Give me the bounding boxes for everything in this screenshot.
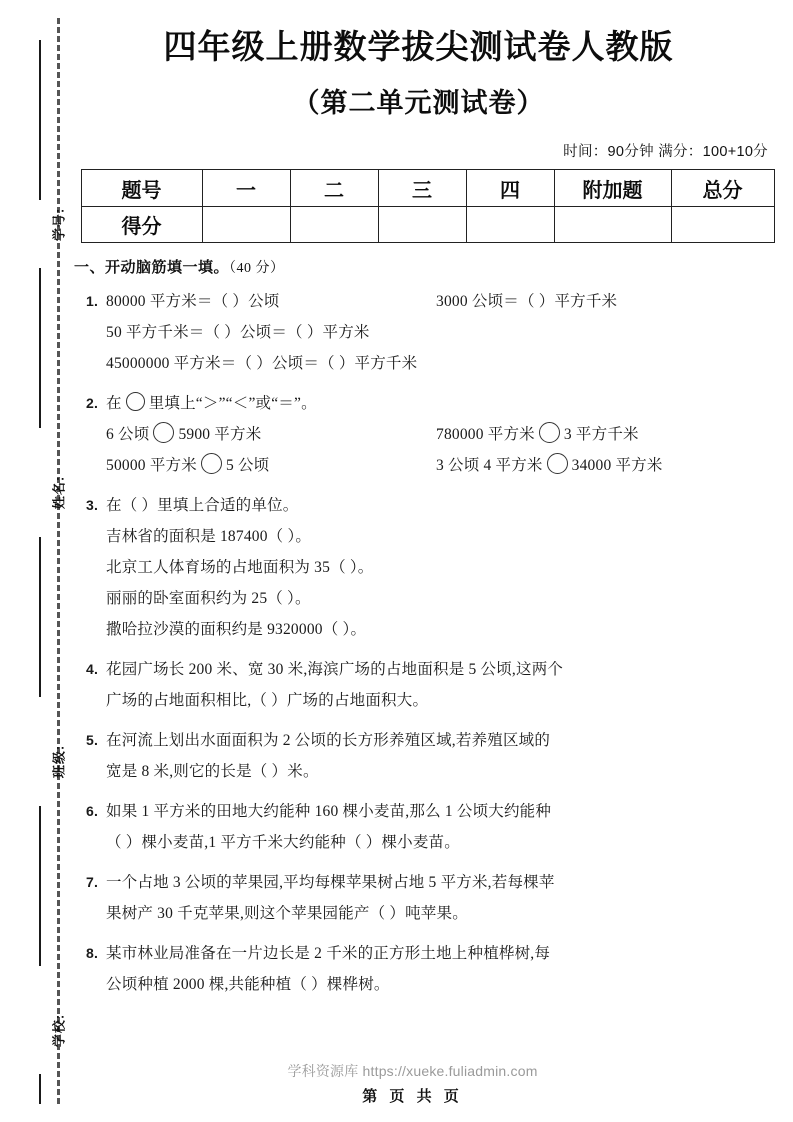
question-line: 一个占地 3 公顷的苹果园,平均每棵苹果树占地 5 平方米,若每棵苹 [106,874,555,892]
comparison-right: 34000 平方米 [571,457,663,475]
comparison-item [106,450,436,481]
seal-label-name: 姓名: [51,475,67,510]
question-line: 广场的占地面积相比,（ ）广场的占地面积大。 [106,692,429,710]
question-line [106,419,793,450]
score-table-header-cell: 一 [202,170,290,207]
question-line: 吉林省的面积是 187400（ ）。 [106,528,312,546]
question-4 [62,654,793,716]
comparison-right: 3 平方千米 [563,426,639,444]
seal-label-class: 班级: [51,744,67,779]
comparison-item [436,419,793,450]
page-indicator: 第 页 共 页 [362,1088,463,1105]
question-number: 5. [86,732,99,749]
question-7 [62,867,793,929]
question-number: 7. [86,874,99,891]
question-line: 50 平方千米＝（ ）公顷＝（ ）平方米 [106,324,370,342]
question-line: 撒哈拉沙漠的面积约是 9320000（ ）。 [106,621,367,639]
seal-label-student-id: 学号: [51,207,67,242]
question-line: 宽是 8 米,则它的长是（ ）米。 [106,763,319,781]
seal-rule-segment [39,40,41,200]
comparison-left: 50000 平方米 [106,457,197,475]
score-row-label: 得分 [81,207,202,243]
comparison-left: 3 公顷 4 平方米 [436,457,543,475]
sealing-margin [0,0,67,1122]
question-line: 某市林业局准备在一片边长是 2 千米的正方形土地上种植桦树,每 [106,945,551,963]
question-line: 公顷种植 2000 棵,共能种植（ ）棵桦树。 [106,976,390,994]
question-number: 2. [86,395,99,412]
question-number: 8. [86,945,99,962]
question-line: 如果 1 平方米的田地大约能种 160 棵小麦苗,那么 1 公顷大约能种 [106,803,552,821]
score-table-header-cell: 附加题 [554,170,671,207]
answer-circle[interactable] [126,392,145,411]
seal-rule-segment [39,537,41,697]
score-input-cell[interactable] [290,207,378,243]
comparison-item [436,450,793,481]
question-6 [62,796,793,858]
exam-sheet [62,0,793,1122]
table-row [81,170,774,207]
score-input-cell[interactable] [671,207,774,243]
question-number: 1. [86,293,99,310]
score-table-header-cell: 二 [290,170,378,207]
score-input-cell[interactable] [466,207,554,243]
title-block [62,0,793,120]
score-input-cell[interactable] [202,207,290,243]
seal-label-school: 学校: [51,1013,67,1048]
question-number: 4. [86,661,99,678]
question-line: 北京工人体育场的占地面积为 35（ ）。 [106,559,374,577]
question-3 [62,490,793,645]
question-line: 花园广场长 200 米、宽 30 米,海滨广场的占地面积是 5 公顷,这两个 [106,661,564,679]
section-points: （40 分） [229,261,285,277]
comparison-left: 780000 平方米 [436,426,535,444]
question-text: 80000 平方米＝（ ）公顷 [106,293,280,311]
page-footer [62,1061,793,1106]
score-table-header-cell: 四 [466,170,554,207]
score-table [81,169,775,243]
prompt-suffix: 里填上“＞”“＜”或“＝”。 [148,395,317,413]
comparison-right: 5 公顷 [225,457,270,475]
question-number: 6. [86,803,99,820]
question-line: 45000000 平方米＝（ ）公顷＝（ ）平方千米 [106,355,418,373]
section-heading-text: 一、开动脑筋填一填。 [74,259,230,277]
question-5 [62,725,793,787]
question-line: （ ）棵小麦苗,1 平方千米大约能种（ ）棵小麦苗。 [106,834,460,852]
question-line [106,286,793,317]
score-input-cell[interactable] [378,207,466,243]
question-8 [62,938,793,1000]
seal-dashed-line [57,18,60,1104]
question-2 [62,388,793,481]
seal-rule-segment [39,1074,41,1104]
comparison-left: 6 公顷 [106,426,150,444]
question-prompt [106,388,793,419]
seal-rule-segment [39,806,41,966]
score-input-cell[interactable] [554,207,671,243]
comparison-right: 5900 平方米 [178,426,262,444]
question-line: 丽丽的卧室面积约为 25（ ）。 [106,590,311,608]
question-prompt: 在（ ）里填上合适的单位。 [106,497,299,515]
watermark-text: 学科资源库 https://xueke.fuliadmin.com [287,1063,538,1079]
score-table-header-cell: 三 [378,170,466,207]
answer-circle[interactable] [539,422,560,443]
score-table-header-cell: 题号 [81,170,202,207]
question-line [106,450,793,481]
section-heading [74,256,793,277]
page-title: 四年级上册数学拔尖测试卷人教版 [163,28,674,65]
table-row [81,207,774,243]
answer-circle[interactable] [547,453,568,474]
question-1 [62,286,793,379]
question-text: 3000 公顷＝（ ）平方千米 [436,293,618,311]
answer-circle[interactable] [201,453,222,474]
prompt-prefix: 在 [106,395,122,413]
question-line: 在河流上划出水面面积为 2 公顷的长方形养殖区域,若养殖区域的 [106,732,551,750]
exam-meta: 时间：90分钟 满分：100+10分 [563,144,768,161]
score-table-header-cell: 总分 [671,170,774,207]
answer-circle[interactable] [153,422,174,443]
page-subtitle: （第二单元测试卷） [292,88,545,119]
question-line: 果树产 30 千克苹果,则这个苹果园能产（ ）吨苹果。 [106,905,468,923]
question-number: 3. [86,497,99,514]
seal-rule-segment [39,268,41,428]
comparison-item [106,419,436,450]
